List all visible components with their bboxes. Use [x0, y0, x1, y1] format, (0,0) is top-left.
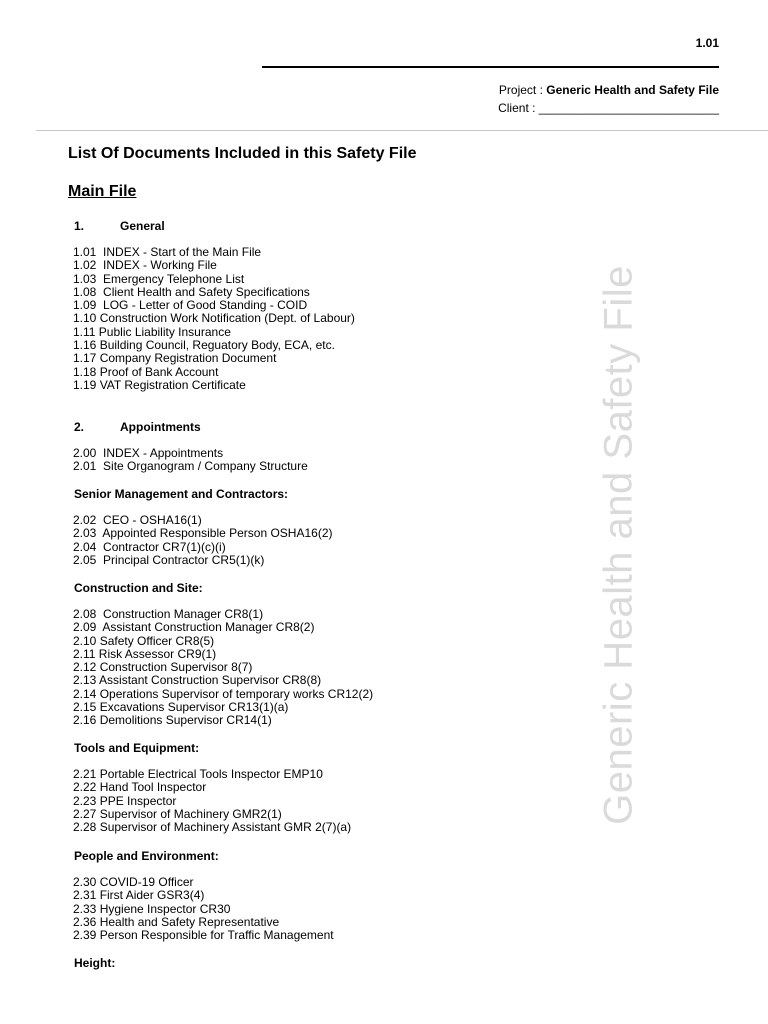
list-item: 2.05 Principal Contractor CR5(1)(k) [73, 552, 265, 567]
list-item: 2.16 Demolitions Supervisor CR14(1) [73, 713, 272, 728]
people-environment-list [73, 876, 334, 942]
construction-site-list [73, 608, 373, 728]
subheading-people-environment: People and Environment: [74, 849, 219, 863]
watermark-text: Generic Health and Safety File [596, 265, 641, 825]
project-label: Project : [498, 83, 543, 97]
appointments-list [73, 447, 308, 474]
list-item: 2.13 Assistant Construction Supervisor CR8(8) [73, 673, 322, 688]
list-item: 2.09 Assistant Construction Manager CR8(2) [73, 620, 315, 635]
list-item: 2.36 Health and Safety Representative [73, 914, 280, 929]
client-label: Client : [498, 101, 536, 115]
list-item: 2.22 Hand Tool Inspector [73, 780, 207, 795]
list-item: 1.17 Company Registration Document [73, 351, 277, 366]
list-item: 1.09 LOG - Letter of Good Standing - COID [73, 298, 308, 313]
tools-equipment-list [73, 768, 351, 834]
list-item: 2.23 PPE Inspector [73, 793, 177, 808]
client-line [498, 101, 719, 115]
list-item: 2.39 Person Responsible for Traffic Management [73, 928, 334, 943]
top-rule [262, 66, 719, 68]
main-file-heading: Main File [68, 183, 137, 200]
list-item: 2.21 Portable Electrical Tools Inspector EMP10 [73, 767, 323, 781]
section-number: 1. [74, 219, 85, 233]
list-item: 2.03 Appointed Responsible Person OSHA16(2) [73, 526, 333, 541]
section-number: 2. [74, 420, 85, 434]
list-item: 2.01 Site Organogram / Company Structure [73, 459, 308, 474]
list-item: 1.03 Emergency Telephone List [73, 271, 245, 286]
section-label: General [120, 219, 165, 233]
general-list [73, 246, 355, 392]
list-item: 2.00 INDEX - Appointments [73, 446, 224, 460]
senior-management-list [73, 514, 333, 567]
list-item: 2.02 CEO - OSHA16(1) [73, 513, 202, 527]
list-item: 2.12 Construction Supervisor 8(7) [73, 660, 253, 675]
section-heading-appointments [74, 420, 201, 434]
list-item: 1.16 Building Council, Reguatory Body, ECA, etc. [73, 338, 335, 353]
subheading-construction-site: Construction and Site: [74, 581, 203, 595]
list-item: 1.02 INDEX - Working File [73, 258, 217, 273]
subheading-tools-equipment: Tools and Equipment: [74, 741, 200, 755]
list-item: 1.19 VAT Registration Certificate [73, 377, 246, 392]
list-item: 2.15 Excavations Supervisor CR13(1)(a) [73, 700, 289, 715]
list-item: 2.31 First Aider GSR3(4) [73, 888, 205, 903]
subheading-senior-management: Senior Management and Contractors: [74, 487, 289, 501]
project-line [499, 83, 719, 97]
list-item: 1.18 Proof of Bank Account [73, 364, 219, 379]
section-heading-general [74, 219, 165, 233]
list-item: 1.11 Public Liability Insurance [73, 324, 231, 339]
list-item: 2.10 Safety Officer CR8(5) [73, 633, 215, 648]
list-item: 2.11 Risk Assessor CR9(1) [73, 646, 217, 661]
list-item: 1.08 Client Health and Safety Specifications [73, 284, 310, 299]
list-item: 2.14 Operations Supervisor of temporary works CR12(2) [73, 686, 374, 701]
client-blank: ___________________________ [538, 101, 719, 115]
header-divider [36, 130, 768, 131]
subheading-height: Height: [74, 956, 116, 970]
list-item: 2.28 Supervisor of Machinery Assistant GMR 2(7)(a) [73, 820, 352, 835]
list-item: 2.27 Supervisor of Machinery GMR2(1) [73, 806, 282, 821]
document-title: List Of Documents Included in this Safety File [68, 145, 417, 162]
list-item: 1.01 INDEX - Start of the Main File [73, 245, 262, 259]
list-item: 2.04 Contractor CR7(1)(c)(i) [73, 539, 226, 554]
page-number: 1.01 [695, 36, 719, 50]
section-label: Appointments [120, 420, 201, 434]
list-item: 2.33 Hygiene Inspector CR30 [73, 901, 231, 916]
list-item: 2.08 Construction Manager CR8(1) [73, 607, 264, 621]
list-item: 1.10 Construction Work Notification (Dept. of Labour) [73, 311, 355, 326]
project-value: Generic Health and Safety File [546, 83, 719, 97]
list-item: 2.30 COVID-19 Officer [73, 875, 194, 889]
